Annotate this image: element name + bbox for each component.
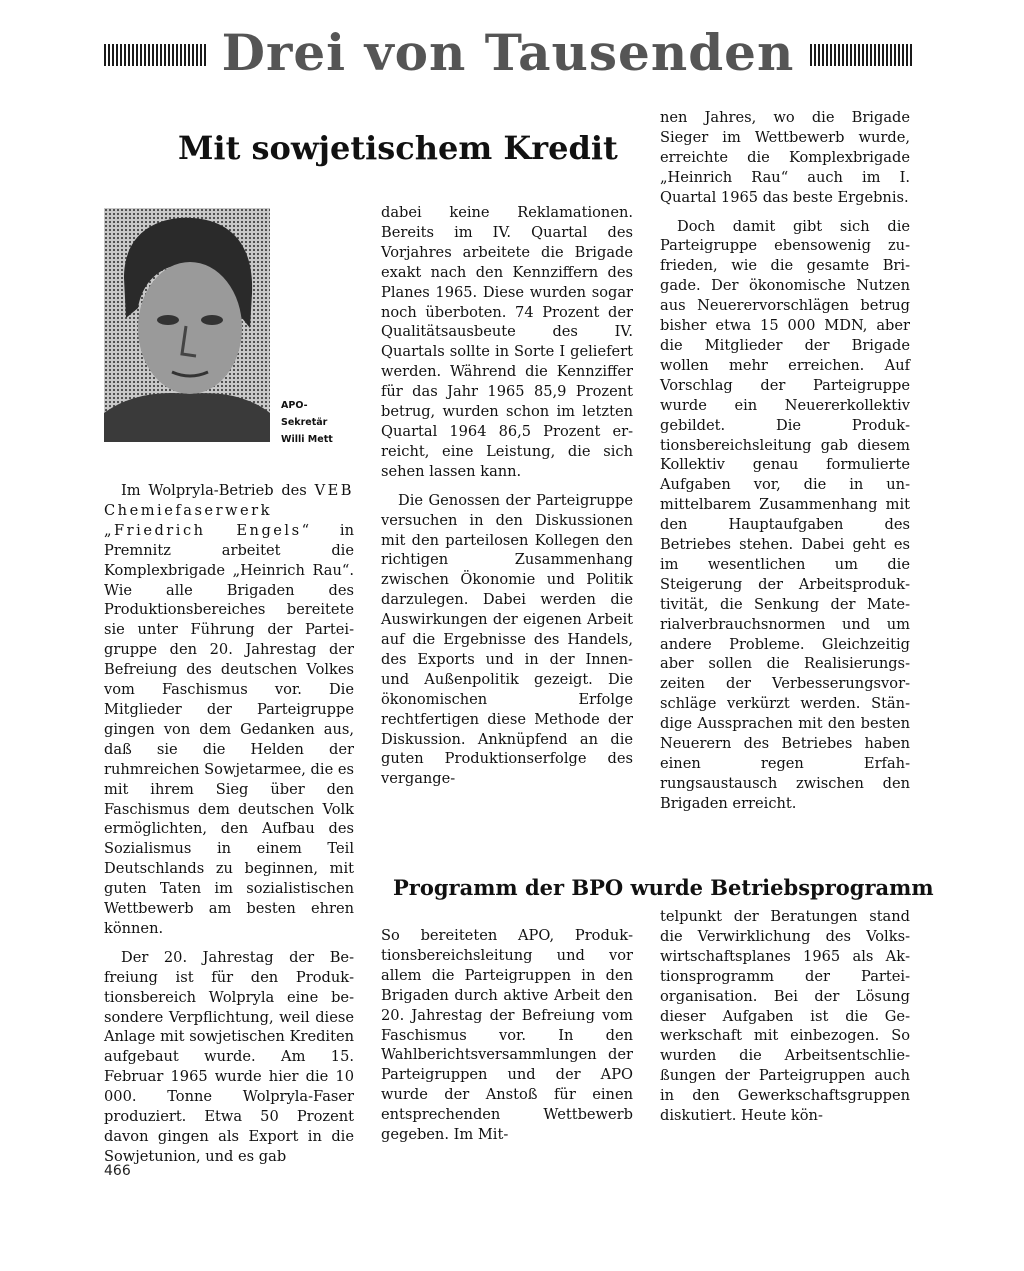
portrait-silhouette — [104, 208, 270, 442]
masthead-ornament-right — [810, 44, 912, 66]
masthead-title: Drei von Tausenden — [221, 23, 795, 82]
caption-line: Sekretär — [281, 417, 328, 428]
paragraph: Doch damit gibt sich die Parteigruppe ebensowenig zufrieden, wie die gesamte Brigade. Der ökonomische Nutzen aus Neuerervorschlägen betrug bisher etwa 15 000 MDN, aber die Mitglieder der Brigade wollen mehr erreichen. Auf Vorschlag der Parteigruppe wurde ein Neuererkollektiv gebildet. Die Produktionsbereichsleitung gab diesem Kollektiv genau formulierte Aufgaben vor, die in unmittelbarem Zusammenhang mit den Hauptaufgaben des Betriebes stehen. Dabei geht es im wesentlichen um die Steigerung der Arbeitsproduktivität, die Senkung der Materialverbrauchsnormen und um andere Probleme. Gleichzeitig aber sollen die Realisierungszeiten der Verbesserungsvorschläge verkürzt werden. Ständige Aussprachen mit den besten Neuerern des Betriebes haben einen regen Erfahrungsaustausch zwischen den Brigaden erreicht. — [660, 217, 910, 812]
section-headline: Programm der BPO wurde Betriebsprogramm — [393, 875, 934, 900]
paragraph: telpunkt der Beratungen stand die Verwirklichung des Volkswirtschaftsplanes 1965 als Aktionsprogramm der Parteiorganisation. Bei der Lösung dieser Aufgaben ist die Gewerkschaft mit einbezogen. So wurden die Arbeitsentschließungen der Parteigruppen auch in den Gewerkschaftsgruppen diskutiert. Heute kön- — [660, 908, 910, 1125]
paragraph: Die Genossen der Parteigruppe versuchen in den Diskussionen mit den parteilosen Kollegen den richtigen Zusammenhang zwischen Ökonomie und Politik darzulegen. Dabei werden die Auswirkungen der eigenen Arbeit auf die Ergebnisse des Handels, des Exports und in der Innen- und Außenpolitik gezeigt. Die ökonomischen Erfolge rechtfertigen diese Methode der Diskussion. Anknüpfend an die guten Produktionserfolge des vergange- — [381, 491, 633, 788]
column-2-lower — [381, 926, 633, 1154]
text-run: Im Wolpryla-Betrieb des — [121, 482, 307, 499]
article-headline: Mit sowjetischem Kredit — [178, 129, 618, 167]
masthead-ornament-left — [104, 44, 206, 66]
masthead — [104, 24, 912, 82]
paragraph: Der 20. Jahrestag der Befreiung ist für den Produktionsbereich Wolpryla eine besondere Verpflichtung, weil diese Anlage mit sowjetischen Krediten aufgebaut wurde. Am 15. Februar 1965 wurde hier die 10 000. Tonne Wolpryla-Faser produziert. Etwa 50 Prozent davon gingen als Export in die Sowjetunion, und es gab — [104, 948, 354, 1165]
column-1 — [104, 481, 354, 1176]
paragraph: So bereiteten APO, Produktionsbereichsleitung und vor allem die Parteigruppen in den Brigaden durch aktive Arbeit den 20. Jahrestag der Befreiung vom Faschismus vor. In den Wahlberichtsversammlungen der Parteigruppen und der APO wurde der Anstoß für einen entsprechenden Wettbewerb gegeben. Im Mit- — [381, 927, 633, 1144]
column-3-lower — [660, 907, 910, 1135]
column-3 — [660, 108, 910, 823]
paragraph — [104, 481, 354, 939]
caption-line: Willi Mett — [281, 434, 333, 445]
paragraph: dabei keine Reklamationen. Bereits im IV. Quartal des Vorjahres arbeitete die Brigade exakt nach den Kennziffern des Planes 1965. Diese wurden sogar noch überboten. 74 Prozent der Qualitätsausbeute des IV. Quartals sollte in Sorte I geliefert werden. Während die Kennziffer für das Jahr 1965 85,9 Prozent betrug, wurden schon im letzten Quartal 1964 86,5 Prozent erreicht, eine Leistung, die sich sehen lassen kann. — [381, 204, 633, 480]
portrait-photo — [104, 208, 270, 442]
page-number: 466 — [104, 1163, 131, 1179]
caption-line: APO- — [281, 400, 308, 411]
text-run: VEB Chemiefaserwerk „Friedrich Engels“ — [104, 482, 354, 539]
text-run: in Premnitz arbeitet die Komplexbrigade „Heinrich Rau“. Wie alle Brigaden des Produktionsbereiches bereitete sie unter Führung der Parteigruppe den 20. Jahrestag der Befreiung des deutschen Volkes vom Faschismus vor. Die Mitglieder der Parteigruppe gingen von dem Gedanken aus, daß sie die Helden der ruhmreichen Sowjetarmee, die es mit ihrem Sieg über den Faschismus dem deutschen Volk ermöglichten, den Aufbau des Sozialismus in einem Teil Deutschlands zu beginnen, mit guten Taten im sozialistischen Wettbewerb am besten ehren können. — [104, 521, 354, 937]
photo-caption — [281, 397, 361, 448]
column-2 — [381, 203, 633, 798]
paragraph: nen Jahres, wo die Brigade Sieger im Wettbewerb wurde, erreichte die Komplexbrigade „Heinrich Rau“ auch im I. Quartal 1965 das beste Ergebnis. — [660, 109, 910, 206]
